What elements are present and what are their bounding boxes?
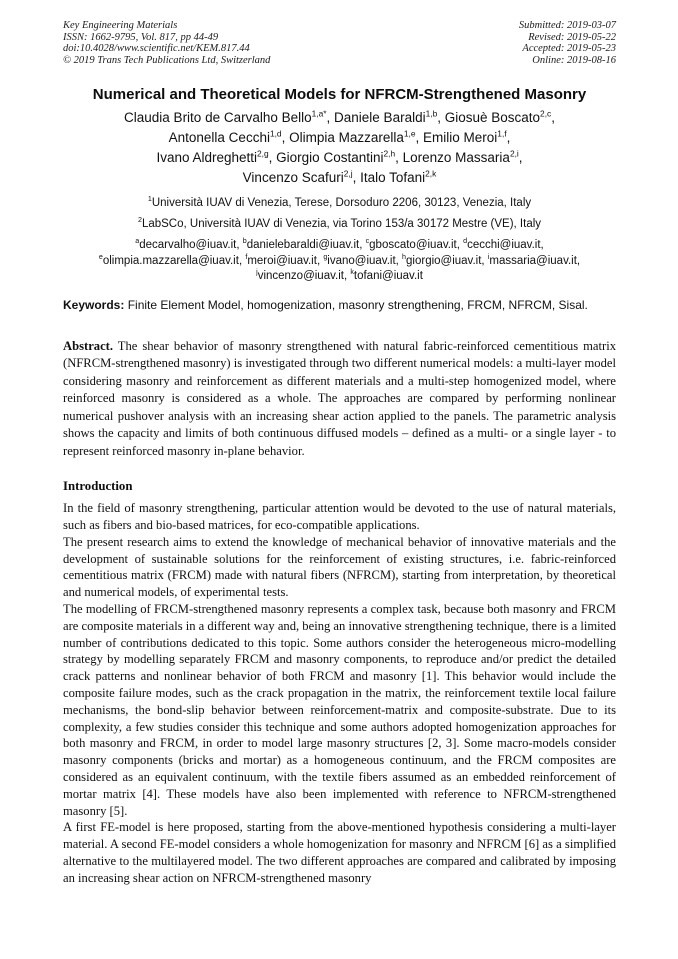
- email-line: $^e$olimpia.mazzarella@iuav.it, $^f$meroi@iuav.it, $^g$ivano@iuav.it, $^h$giorgio@iuav.it, $^i$massaria@iuav.it,: [98, 253, 581, 267]
- keywords-text: Finite Element Model, homogenization, masonry strengthening, FRCM, NFRCM, Sisal.: [127, 297, 588, 312]
- author-line: Claudia Brito de Carvalho Bello$^{1,a*}$, Daniele Baraldi$^{1,b}$, Giosuè Boscato$^{2,c}$,: [124, 108, 555, 126]
- email-superscript: f: [245, 253, 248, 262]
- submission-date-line: Accepted: 2019-05-23: [522, 43, 616, 55]
- author-name: Antonella Cecchi$^{1,d}$: [168, 128, 282, 146]
- author-name: Giorgio Costantini$^{2,h}$: [276, 148, 396, 166]
- submission-dates-block: [519, 20, 616, 66]
- author-list: [63, 108, 616, 188]
- author-superscript: 2,k: [425, 168, 437, 179]
- affiliation-superscript: 2: [137, 216, 142, 225]
- author-superscript: 2,i: [509, 148, 519, 159]
- email-address: olimpia.mazzarella@iuav.it: [102, 254, 239, 267]
- section-body: [63, 500, 616, 886]
- keywords-block: [63, 298, 616, 313]
- email-address: danielebaraldi@iuav.it: [246, 239, 360, 252]
- email-address: gboscato@iuav.it: [369, 239, 457, 252]
- journal-info-line: Key Engineering Materials: [63, 20, 178, 31]
- submission-date-line: Submitted: 2019-03-07: [518, 20, 616, 31]
- body-paragraph: The modelling of FRCM-strengthened masonry represents a complex task, because both masonry and FRCM are composite materials in a different way and, being an innovative strengthening technique, there is a limited number of contributions dedicated to this topic. Some authors consider the heterogeneous micro-modelling strategy by modelling separately FRCM and masonry components, to reproduce and/or predict the detailed crack patterns and nonlinear behavior of both FRCM and masonry [1]. This behavior would include the composite failure modes, such as the crack propagation in the matrix, the reinforcement textile local failure mechanisms, the bond-slip behavior between reinforcement-matrix and composite-substrate. Due to its complexity, a few studies consider this technique and some authors adopted homogenization approaches for both masonry and FRCM, in order to model large masonry structures [2, 3]. Some macro-models consider masonry components (bricks and mortar) as a homogeneous continuum, and the FRCM composites are considered as an equivalent continuum, with the textile fibers assumed as an embedded reinforcement of mortar matrix [4]. These models have also been implemented with reference to NFRCM-strengthened masonry [5].: [63, 601, 617, 818]
- author-superscript: 1,f: [497, 128, 507, 139]
- author-superscript: 2,j: [343, 168, 353, 179]
- submission-date-line: Online: 2019-08-16: [532, 54, 616, 66]
- email-address: massaria@iuav.it: [489, 254, 577, 267]
- author-line: Vincenzo Scafuri$^{2,j}$, Italo Tofani$^{2,k}$: [242, 168, 437, 186]
- email-superscript: c: [365, 237, 370, 246]
- author-superscript: 1,a*: [311, 108, 327, 119]
- author-name: Ivano Aldreghetti$^{2,g}$: [156, 148, 269, 166]
- section-heading: Introduction: [63, 479, 133, 494]
- journal-info-block: [63, 20, 270, 66]
- author-superscript: 1,e: [403, 128, 416, 139]
- affiliation-superscript: 1: [147, 195, 152, 204]
- email-address: tofani@iuav.it: [353, 270, 423, 283]
- email-superscript: d: [463, 237, 468, 246]
- author-superscript: 2,g: [257, 148, 269, 159]
- email-list: [63, 238, 616, 285]
- email-superscript: i: [487, 253, 490, 262]
- email-line: $^j$vincenzo@iuav.it, $^k$tofani@iuav.it: [256, 268, 423, 283]
- email-superscript: h: [402, 253, 407, 262]
- paper-title: Numerical and Theoretical Models for NFRCM-Strengthened Masonry: [92, 86, 587, 104]
- email-superscript: e: [98, 253, 103, 262]
- keywords-label: Keywords:: [63, 297, 125, 312]
- journal-header: [63, 20, 616, 66]
- email-address: cecchi@iuav.it: [467, 239, 541, 252]
- affiliation-list: [63, 196, 616, 232]
- affiliation-line: $^2$LabSCo, Università IUAV di Venezia, via Torino 153/a 30172 Mestre (VE), Italy: [137, 216, 542, 231]
- email-superscript: a: [135, 237, 140, 246]
- body-paragraph: A first FE-model is here proposed, starting from the above-mentioned hypothesis considering a multi-layer material. A second FE-model considers a whole homogenization for masonry and NFRCM [6] as a simplified alternative to the multilayered model. The two different approaches are compared and calibrated by imposing an increasing shear action on NFRCM-strengthened masonry: [63, 820, 616, 885]
- author-name: Daniele Baraldi$^{1,b}$: [334, 108, 438, 126]
- abstract-text: The shear behavior of masonry strengthened with natural fabric-reinforced cementitious matrix (NFRCM-strengthened masonry) is investigated through two different numerical models: a multi-layer model considering masonry and reinforcement as different materials and a multi-step homogenized model, where reinforced masonry is considered as a whole. The approaches are compared by performing nonlinear numerical pushover analysis with an increasing shear action applied to the panels. The parametric analysis shows the capacity and limits of both continuous diffused models – defined as a multi- or a single layer - to represent reinforced masonry in-plane behavior.: [63, 338, 616, 458]
- journal-info-line: doi:10.4028/www.scientific.net/KEM.817.44: [63, 43, 250, 55]
- affiliation-line: $^1$Università IUAV di Venezia, Terese, Dorsoduro 2206, 30123, Venezia, Italy: [147, 195, 532, 210]
- abstract-block: [63, 338, 616, 461]
- author-line: Antonella Cecchi$^{1,d}$, Olimpia Mazzarella$^{1,e}$, Emilio Meroi$^{1,f}$,: [168, 128, 511, 146]
- body-paragraph: In the field of masonry strengthening, particular attention would be devoted to the use of natural materials, such as fibers and bio-based matrices, for eco-compatible applications.: [63, 501, 616, 532]
- journal-info-line: © 2019 Trans Tech Publications Ltd, Switzerland: [63, 54, 271, 66]
- email-address: meroi@iuav.it: [247, 254, 317, 267]
- author-superscript: 2,c: [540, 108, 552, 119]
- email-address: decarvalho@iuav.it: [139, 239, 237, 252]
- journal-info-line: ISSN: 1662-9795, Vol. 817, pp 44-49: [63, 31, 219, 43]
- email-line: $^a$decarvalho@iuav.it, $^b$danielebaraldi@iuav.it, $^c$gboscato@iuav.it, $^d$cecchi@iuav.it,: [135, 237, 544, 252]
- author-line: Ivano Aldreghetti$^{2,g}$, Giorgio Costantini$^{2,h}$, Lorenzo Massaria$^{2,i}$,: [156, 148, 523, 166]
- author-name: Giosuè Boscato$^{2,c}$: [444, 108, 552, 126]
- author-superscript: 1,b: [425, 108, 438, 119]
- author-name: Olimpia Mazzarella$^{1,e}$: [289, 128, 416, 146]
- email-superscript: b: [242, 237, 247, 246]
- body-paragraph: The present research aims to extend the knowledge of mechanical behavior of innovative materials and the development of sustainable solutions for the reinforcement of existing structures, i.e. fabric-reinforced cementitious matrix (FRCM) made with natural fibers (NFRCM), starting from interpretation, by theoretical and numerical models, of experimental tests.: [63, 534, 616, 600]
- author-name: Claudia Brito de Carvalho Bello$^{1,a*}$: [124, 108, 327, 126]
- email-address: ivano@iuav.it: [327, 254, 396, 267]
- email-address: giorgio@iuav.it: [406, 254, 482, 267]
- author-name: Italo Tofani$^{2,k}$: [360, 168, 437, 186]
- abstract-label: Abstract.: [63, 338, 114, 353]
- email-superscript: k: [350, 268, 354, 277]
- author-superscript: 1,d: [269, 128, 282, 139]
- sections-container: [63, 479, 616, 886]
- email-superscript: g: [323, 253, 328, 262]
- author-name: Emilio Meroi$^{1,f}$: [423, 128, 507, 146]
- submission-date-line: Revised: 2019-05-22: [528, 31, 616, 43]
- email-address: vincenzo@iuav.it: [257, 270, 344, 283]
- email-superscript: j: [256, 268, 258, 277]
- author-name: Lorenzo Massaria$^{2,i}$: [402, 148, 519, 166]
- author-superscript: 2,h: [383, 148, 396, 159]
- author-name: Vincenzo Scafuri$^{2,j}$: [242, 168, 353, 186]
